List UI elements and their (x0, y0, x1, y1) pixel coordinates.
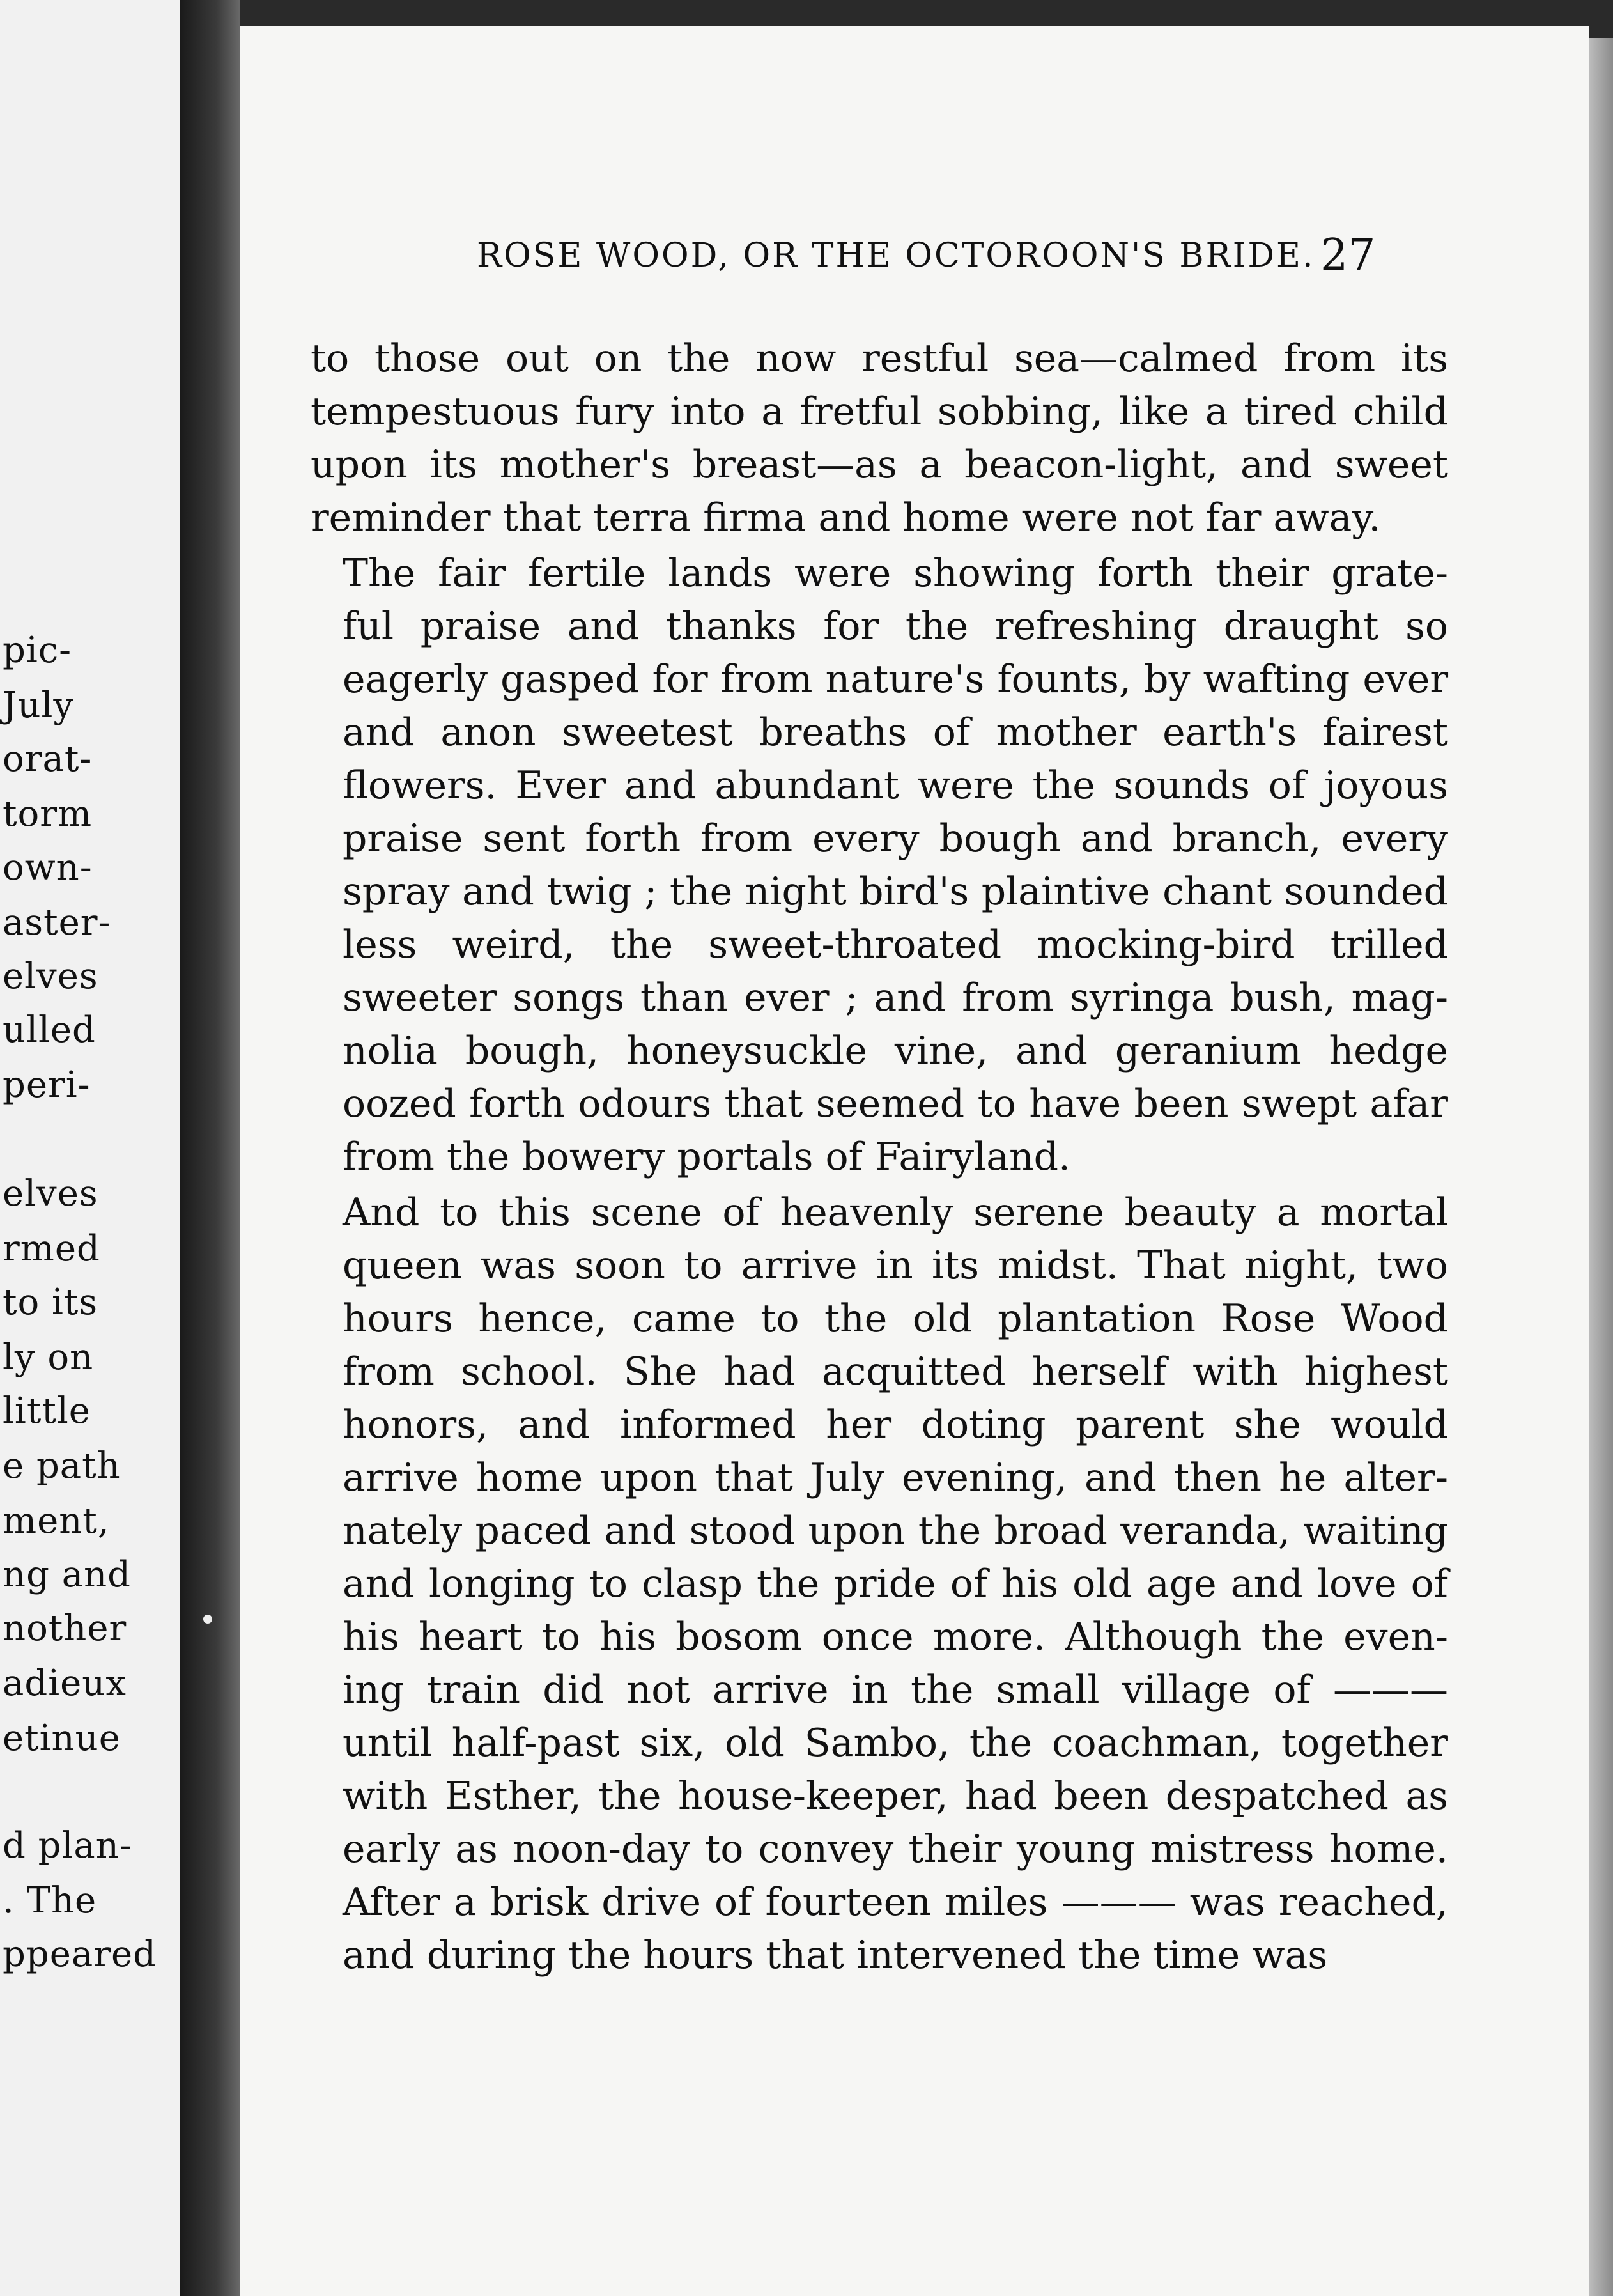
text-line: After a brisk drive of fourteen miles ——— was reached, (343, 1880, 1448, 1925)
text-line: and during the hours that intervened the time was (343, 1933, 1328, 1978)
text-line: ing train did not arrive in the small village of ——— (343, 1668, 1448, 1712)
book-gutter (180, 0, 240, 2296)
text-line: arrive home upon that July evening, and then he alter- (343, 1455, 1448, 1500)
text-line: spray and twig ; the night bird's plaintive chant sounded (343, 869, 1448, 914)
left-page-text-fragment: ppeared (3, 1934, 157, 1975)
left-page-text-fragment: peri- (3, 1064, 91, 1106)
page-number: 27 (1320, 230, 1376, 281)
text-line: and anon sweetest breaths of mother earth's fairest (343, 710, 1448, 755)
left-page-text-fragment: own- (3, 847, 93, 888)
text-line: eagerly gasped for from nature's founts, by wafting ever (343, 657, 1448, 702)
left-page-text-fragment: to its (3, 1282, 98, 1323)
text-line: praise sent forth from every bough and branch, every (343, 816, 1448, 861)
left-page-text-fragment: aster- (3, 902, 111, 943)
text-line: from the bowery portals of Fairyland. (343, 1135, 1071, 1179)
text-line: nately paced and stood upon the broad veranda, waiting (343, 1509, 1448, 1553)
left-page-text-fragment: pic- (3, 630, 72, 671)
left-page-text-fragment: little (3, 1390, 91, 1432)
text-line: honors, and informed her doting parent she would (343, 1402, 1448, 1447)
text-line: hours hence, came to the old plantation Rose Wood (343, 1296, 1448, 1341)
text-line: upon its mother's breast—as a beacon-light, and sweet (311, 442, 1448, 487)
text-line: nolia bough, honeysuckle vine, and geranium hedge (343, 1028, 1448, 1073)
paragraph (311, 1186, 1448, 1982)
left-page-text-fragment: ulled (3, 1009, 96, 1051)
text-line: flowers. Ever and abundant were the sounds of joyous (343, 763, 1448, 808)
left-page-text-fragment: July (3, 685, 75, 726)
text-line: reminder that terra firma and home were not far away. (311, 495, 1381, 540)
page-edge (1589, 38, 1613, 2296)
left-page-text-fragment: torm (3, 793, 93, 835)
text-line: early as noon-day to convey their young mistress home. (343, 1827, 1448, 1872)
text-line: ful praise and thanks for the refreshing draught so (343, 604, 1448, 649)
text-line: less weird, the sweet-throated mocking-bird trilled (343, 922, 1448, 967)
left-page-text-fragment: ng and (3, 1554, 132, 1595)
running-title: ROSE WOOD, OR THE OCTOROON'S BRIDE. (477, 237, 1315, 275)
left-page-text-fragment: d plan- (3, 1825, 132, 1866)
text-line: from school. She had acquitted herself with highest (343, 1349, 1448, 1394)
text-line: with Esther, the house-keeper, had been despatched as (343, 1774, 1448, 1819)
text-line: and longing to clasp the pride of his old age and love of (343, 1562, 1448, 1606)
left-page-text-fragment: nother (3, 1608, 127, 1649)
text-line: sweeter songs than ever ; and from syringa bush, mag- (343, 975, 1448, 1020)
text-line: to those out on the now restful sea—calmed from its (311, 336, 1448, 381)
paragraph (311, 547, 1448, 1184)
print-speck (203, 1615, 212, 1624)
left-page-text-fragment: . The (3, 1880, 97, 1921)
left-page-fragment (0, 0, 180, 2296)
left-page-text-fragment: elves (3, 956, 98, 997)
paragraph (311, 332, 1448, 545)
text-line: oozed forth odours that seemed to have been swept afar (343, 1082, 1448, 1126)
left-page-text-fragment: rmed (3, 1228, 100, 1269)
left-page-text-fragment: etinue (3, 1718, 121, 1759)
left-page-text-fragment: e path (3, 1445, 121, 1487)
left-page-text-fragment: orat- (3, 738, 93, 780)
left-page-text-fragment: ment, (3, 1500, 110, 1542)
text-line: The fair fertile lands were showing forth their grate- (343, 551, 1448, 596)
text-line: until half-past six, old Sambo, the coachman, together (343, 1721, 1448, 1765)
left-page-text-fragment: adieux (3, 1663, 127, 1704)
left-page-text-fragment: ly on (3, 1337, 94, 1378)
left-page-text-fragment: elves (3, 1173, 98, 1214)
body-text (311, 332, 1448, 1982)
text-line: queen was soon to arrive in its midst. That night, two (343, 1243, 1448, 1288)
book-page (240, 26, 1589, 2296)
text-line: tempestuous fury into a fretful sobbing, like a tired child (311, 389, 1448, 434)
text-line: his heart to his bosom once more. Although the even- (343, 1615, 1448, 1659)
text-line: And to this scene of heavenly serene beauty a mortal (343, 1190, 1448, 1235)
